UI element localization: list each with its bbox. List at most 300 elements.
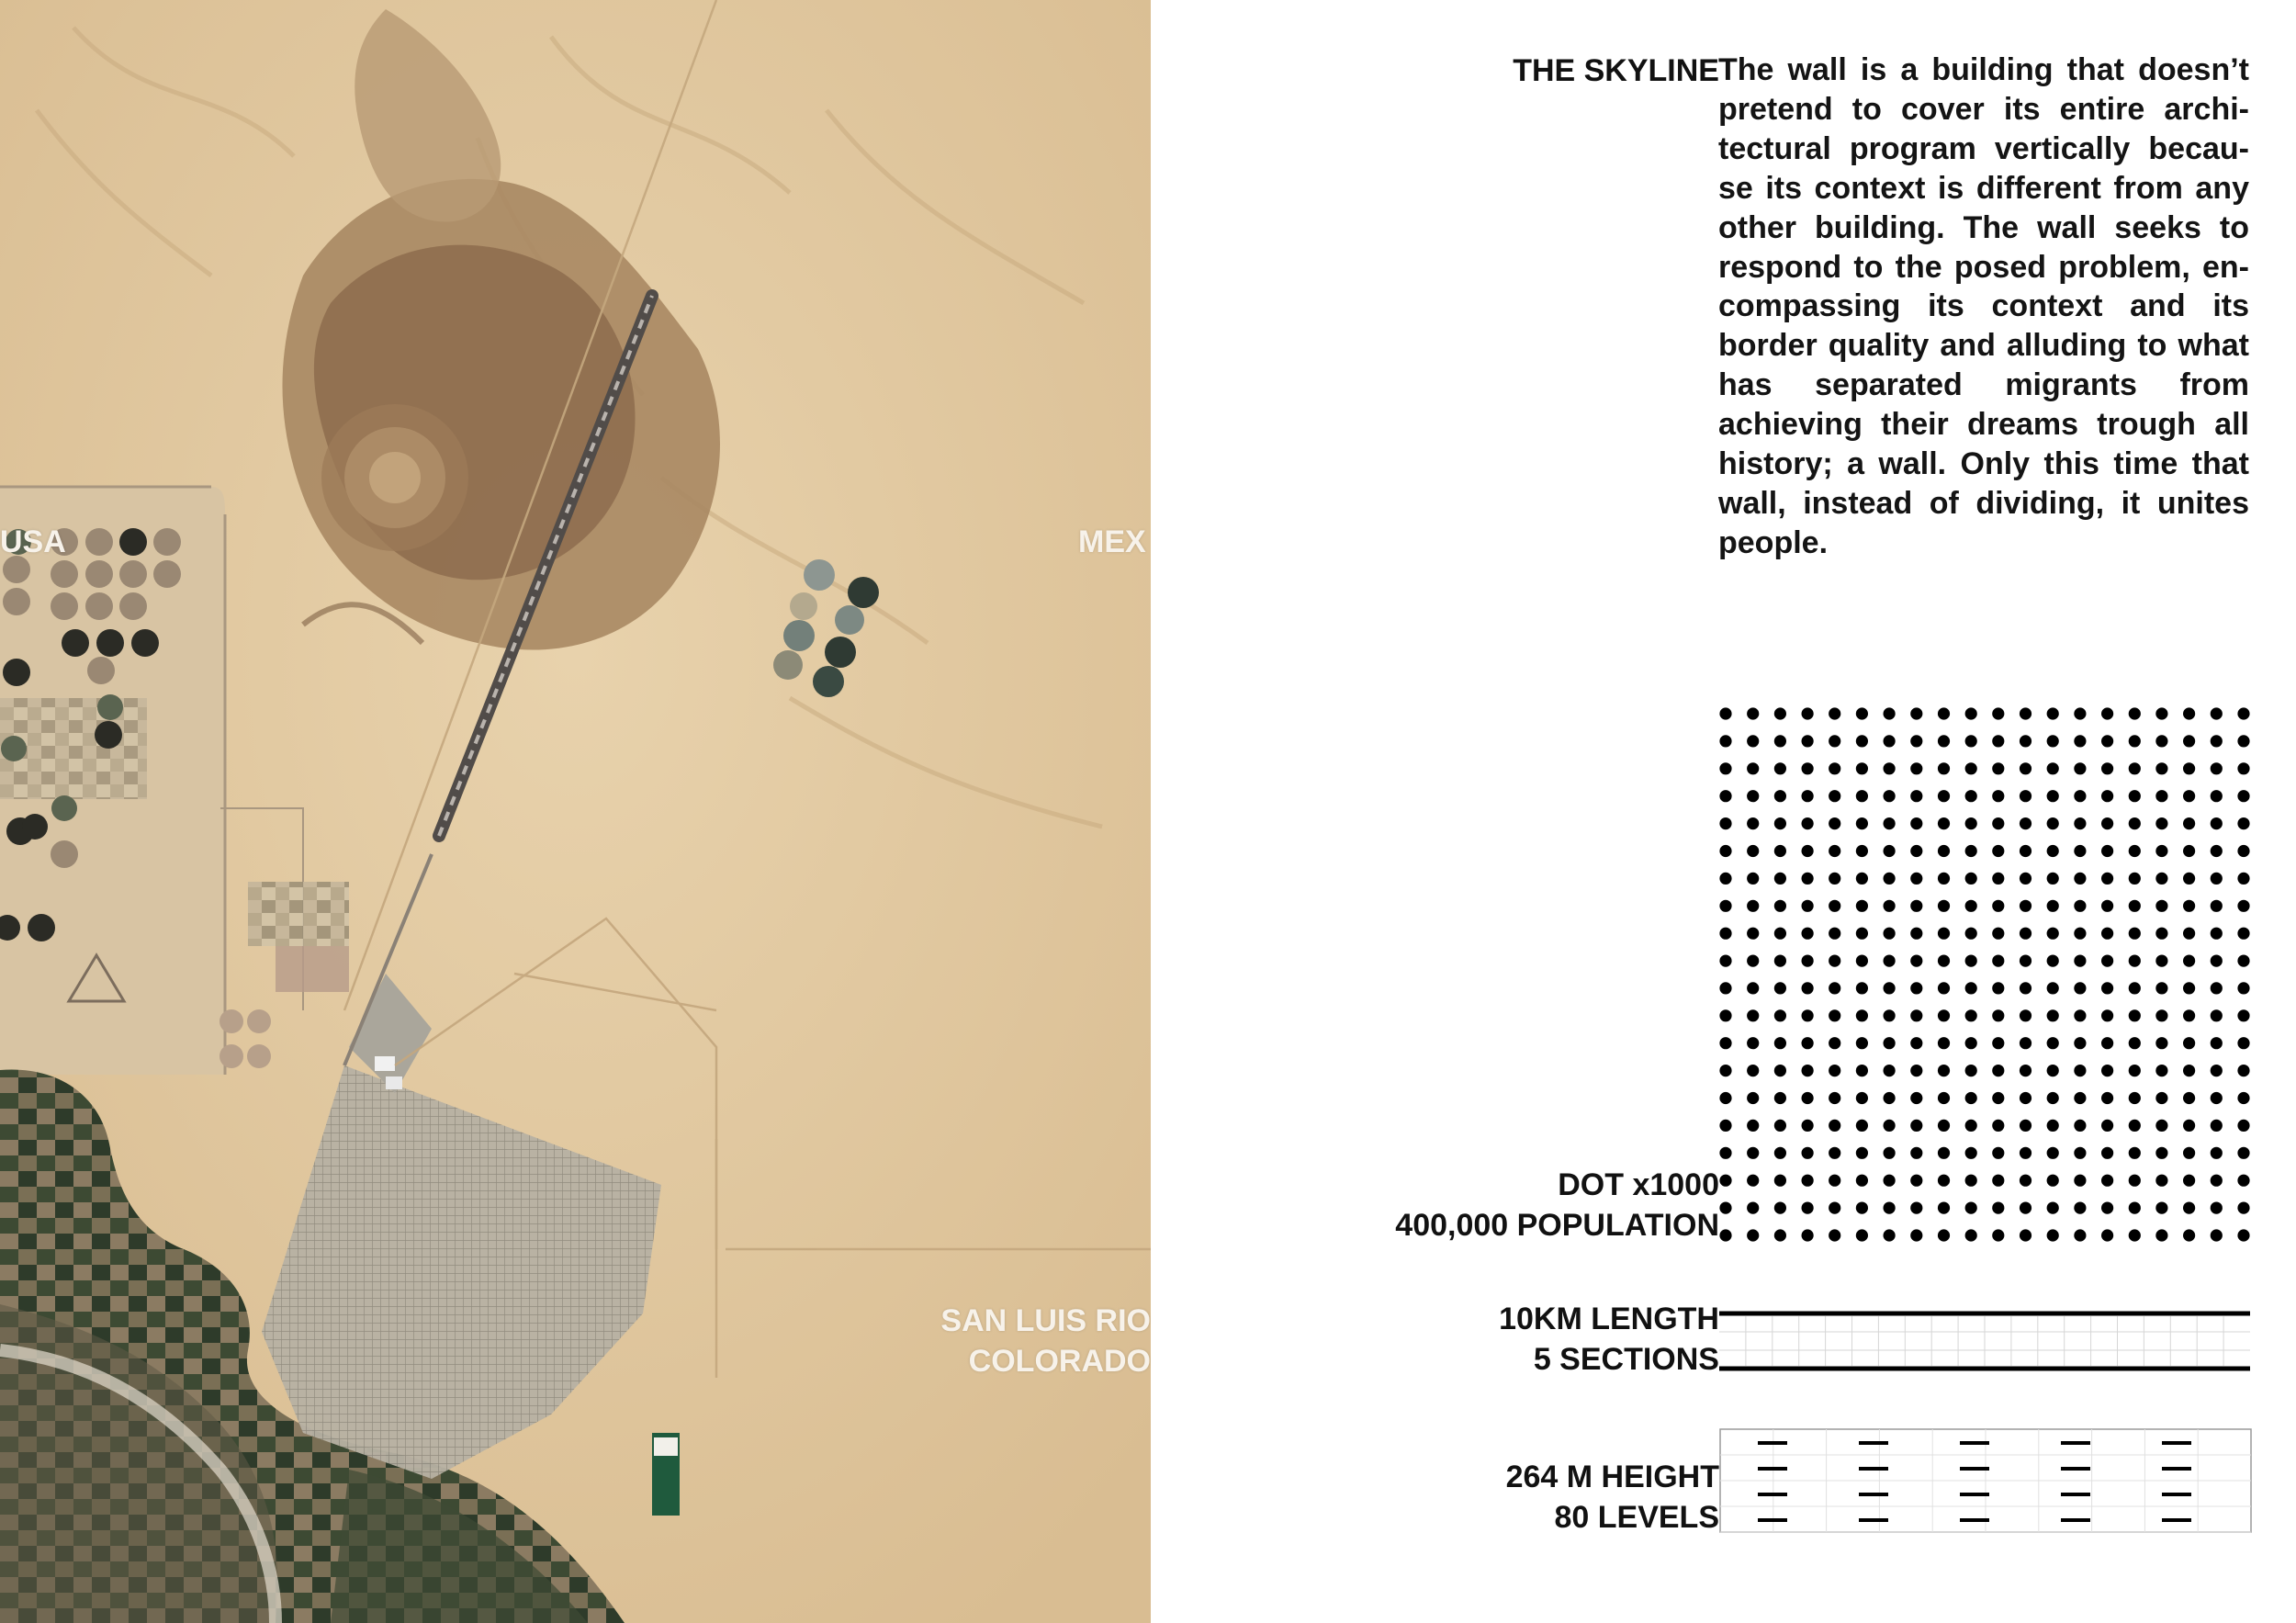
population-dot xyxy=(2129,1037,2141,1049)
city-label-line1: SAN LUIS RIO xyxy=(940,1303,1151,1338)
population-dot xyxy=(1884,873,1896,885)
population-dot xyxy=(2155,1175,2167,1187)
population-dot xyxy=(1774,928,1786,940)
population-dot xyxy=(2074,1065,2086,1076)
population-dot xyxy=(2074,1037,2086,1049)
population-dot xyxy=(1747,1120,1759,1132)
population-dot xyxy=(1992,735,2004,747)
population-dot xyxy=(1747,928,1759,940)
population-dot xyxy=(2183,845,2195,857)
population-dot xyxy=(2074,928,2086,940)
population-dot xyxy=(2155,707,2167,719)
population-dot xyxy=(1965,762,1977,774)
population-dot xyxy=(1856,1229,1868,1241)
population-dot xyxy=(1802,762,1814,774)
population-dot xyxy=(1829,1009,1840,1021)
population-dot xyxy=(2020,928,2032,940)
population-dot xyxy=(2020,1009,2032,1021)
population-dot xyxy=(1856,817,1868,829)
population-dot xyxy=(1938,1037,1950,1049)
population-dot xyxy=(2074,817,2086,829)
population-dot xyxy=(1774,982,1786,994)
population-dot xyxy=(1910,873,1922,885)
population-dot xyxy=(2074,1229,2086,1241)
population-dot-grid xyxy=(1719,707,2252,1249)
population-dot xyxy=(1829,955,1840,967)
population-dot xyxy=(1910,817,1922,829)
population-dot xyxy=(2211,1229,2223,1241)
population-dot xyxy=(1938,1175,1950,1187)
population-dot xyxy=(2047,928,2059,940)
city-label-line2: COLORADO xyxy=(968,1344,1151,1379)
population-dot xyxy=(2074,900,2086,912)
population-dot xyxy=(1829,1120,1840,1132)
population-dot xyxy=(2101,873,2113,885)
population-dot xyxy=(1965,955,1977,967)
population-dot xyxy=(1774,707,1786,719)
population-dot xyxy=(1774,1229,1786,1241)
population-dot xyxy=(1965,845,1977,857)
population-dot xyxy=(1992,707,2004,719)
population-dot xyxy=(2101,955,2113,967)
population-dot xyxy=(1802,1229,1814,1241)
population-dot xyxy=(2020,790,2032,802)
population-dot xyxy=(2020,1229,2032,1241)
length-stat xyxy=(1499,1299,1719,1380)
population-dot xyxy=(1802,790,1814,802)
population-dot xyxy=(2211,817,2223,829)
population-dot xyxy=(1965,928,1977,940)
population-dot xyxy=(2020,817,2032,829)
population-dot xyxy=(2047,1092,2059,1104)
population-dot xyxy=(2155,982,2167,994)
population-dot xyxy=(2129,900,2141,912)
population-dot xyxy=(1719,1175,1731,1187)
population-dot xyxy=(2020,845,2032,857)
population-dot xyxy=(2101,1147,2113,1159)
population-dot xyxy=(2155,845,2167,857)
population-dot xyxy=(2237,1202,2249,1214)
population-dot xyxy=(1774,1120,1786,1132)
population-dot xyxy=(1856,1065,1868,1076)
population-dot xyxy=(1747,955,1759,967)
population-dot xyxy=(2237,1065,2249,1076)
population-dot xyxy=(1856,1009,1868,1021)
population-dot xyxy=(2211,790,2223,802)
population-dot xyxy=(1856,928,1868,940)
population-dot xyxy=(1910,982,1922,994)
population-dot xyxy=(1747,1175,1759,1187)
population-dot xyxy=(2183,1120,2195,1132)
population-dot xyxy=(2074,873,2086,885)
population-dot xyxy=(2211,762,2223,774)
population-dot xyxy=(2047,1175,2059,1187)
population-dot xyxy=(1829,707,1840,719)
population-dot xyxy=(1938,1229,1950,1241)
population-dot xyxy=(1774,1037,1786,1049)
population-dot xyxy=(2155,1092,2167,1104)
population-dot xyxy=(2129,928,2141,940)
population-dot xyxy=(1774,817,1786,829)
population-dot xyxy=(1856,707,1868,719)
population-dot xyxy=(1910,1147,1922,1159)
population-dot xyxy=(2047,790,2059,802)
population-dot xyxy=(1747,1202,1759,1214)
population-dot xyxy=(2129,1175,2141,1187)
population-dot xyxy=(1856,762,1868,774)
population-dot xyxy=(1910,1092,1922,1104)
population-dot xyxy=(1802,1037,1814,1049)
population-dot xyxy=(1747,982,1759,994)
population-dot xyxy=(2101,735,2113,747)
population-dot xyxy=(1910,707,1922,719)
population-dot xyxy=(2047,1120,2059,1132)
population-dot xyxy=(1992,817,2004,829)
population-dot xyxy=(2211,900,2223,912)
population-dot xyxy=(2074,735,2086,747)
population-dot xyxy=(1802,1175,1814,1187)
population-dot xyxy=(2237,873,2249,885)
description-paragraph: The wall is a building that doesn’t pretend to cover its entire archi-tectural program vertically becau-se its context is different from any other building. The wall seeks to respond to the posed problem, en-compassing its context and its border quality and alluding to what has separated migrants from achieving their dreams trough all history; a wall. Only this time that wall, instead of dividing, it unites people. xyxy=(1718,52,2249,560)
population-dot xyxy=(1802,735,1814,747)
population-dot xyxy=(2237,900,2249,912)
population-dot xyxy=(2129,1009,2141,1021)
population-dot xyxy=(1965,790,1977,802)
population-dot xyxy=(1884,1037,1896,1049)
population-dot xyxy=(2237,1037,2249,1049)
population-dot xyxy=(1719,1147,1731,1159)
population-dot xyxy=(2101,1092,2113,1104)
population-dot xyxy=(2129,735,2141,747)
population-dot xyxy=(2020,873,2032,885)
population-dot xyxy=(1884,845,1896,857)
population-dot xyxy=(1802,955,1814,967)
population-dot xyxy=(1938,735,1950,747)
population-dot xyxy=(1774,1175,1786,1187)
population-dot xyxy=(2020,1037,2032,1049)
population-dot xyxy=(1747,735,1759,747)
population-dot xyxy=(2074,707,2086,719)
population-dot xyxy=(2211,1202,2223,1214)
population-dot xyxy=(1802,982,1814,994)
population-dot xyxy=(1719,1092,1731,1104)
dot-scale-label: DOT x1000 xyxy=(1558,1167,1719,1202)
population-dot xyxy=(1719,1229,1731,1241)
population-dot xyxy=(1774,735,1786,747)
population-dot xyxy=(2020,900,2032,912)
population-dot xyxy=(1938,873,1950,885)
population-dot xyxy=(1938,1120,1950,1132)
population-dot xyxy=(2155,1009,2167,1021)
population-dot xyxy=(1802,1147,1814,1159)
population-dot xyxy=(2155,1037,2167,1049)
population-dot xyxy=(1938,900,1950,912)
population-dot xyxy=(1910,735,1922,747)
population-dot xyxy=(1719,790,1731,802)
population-dot xyxy=(2237,735,2249,747)
population-dot xyxy=(1719,845,1731,857)
population-dot xyxy=(2101,1009,2113,1021)
population-dot xyxy=(2211,1009,2223,1021)
population-dot xyxy=(1965,1229,1977,1241)
population-dot xyxy=(2020,1147,2032,1159)
population-dot xyxy=(2183,707,2195,719)
population-dot xyxy=(2155,762,2167,774)
population-dot xyxy=(1802,1202,1814,1214)
population-dot xyxy=(1910,1009,1922,1021)
population-dot xyxy=(1856,1120,1868,1132)
population-dot xyxy=(2129,790,2141,802)
city-label xyxy=(783,1301,1151,1381)
population-dot xyxy=(2020,1065,2032,1076)
population-dot xyxy=(2155,928,2167,940)
population-dot xyxy=(2129,982,2141,994)
population-dot xyxy=(1965,873,1977,885)
population-dot xyxy=(1719,928,1731,940)
population-dot xyxy=(1992,1202,2004,1214)
population-dot xyxy=(2020,762,2032,774)
population-dot xyxy=(1884,1175,1896,1187)
population-dot xyxy=(1829,1175,1840,1187)
population-dot xyxy=(1965,817,1977,829)
population-dot xyxy=(2074,762,2086,774)
population-dot xyxy=(1938,762,1950,774)
population-dot xyxy=(2211,845,2223,857)
population-dot xyxy=(2155,1120,2167,1132)
population-dot xyxy=(1774,1065,1786,1076)
population-dot xyxy=(1965,1175,1977,1187)
length-faint-grid xyxy=(1719,1316,2250,1366)
population-dot xyxy=(1884,790,1896,802)
population-dot xyxy=(1992,982,2004,994)
population-dot xyxy=(1910,900,1922,912)
population-dot xyxy=(2047,1009,2059,1021)
population-dot xyxy=(1774,900,1786,912)
population-dot xyxy=(2155,1065,2167,1076)
population-dot xyxy=(2101,1202,2113,1214)
population-dot xyxy=(2211,707,2223,719)
population-dot xyxy=(2129,1120,2141,1132)
population-dot xyxy=(1884,1065,1896,1076)
population-dot xyxy=(2074,1092,2086,1104)
population-dot xyxy=(1747,1037,1759,1049)
population-dot xyxy=(1992,1175,2004,1187)
population-dot xyxy=(1884,762,1896,774)
population-dot xyxy=(1719,735,1731,747)
population-dot xyxy=(2101,928,2113,940)
population-dot xyxy=(1938,707,1950,719)
population-dot xyxy=(2047,817,2059,829)
population-dot xyxy=(2020,1202,2032,1214)
population-dot xyxy=(1719,1037,1731,1049)
population-dot xyxy=(2129,1202,2141,1214)
population-dot xyxy=(1774,1009,1786,1021)
population-dot xyxy=(1965,1092,1977,1104)
population-dot xyxy=(1774,1202,1786,1214)
population-dot xyxy=(1856,1175,1868,1187)
population-dot xyxy=(2129,1092,2141,1104)
population-dot xyxy=(2183,1092,2195,1104)
height-label: 264 M HEIGHT xyxy=(1505,1460,1719,1494)
population-dot xyxy=(1965,1120,1977,1132)
population-dot xyxy=(1884,1092,1896,1104)
population-dot xyxy=(1747,873,1759,885)
population-dot xyxy=(1884,1009,1896,1021)
population-dot xyxy=(1747,1065,1759,1076)
population-dot xyxy=(1884,1229,1896,1241)
population-dot xyxy=(2074,1175,2086,1187)
population-dot xyxy=(1992,1120,2004,1132)
population-dot xyxy=(2020,982,2032,994)
population-dot xyxy=(2101,1065,2113,1076)
population-dot xyxy=(2101,1037,2113,1049)
population-dot xyxy=(1856,900,1868,912)
sections-label: 5 SECTIONS xyxy=(1533,1342,1719,1377)
population-dot xyxy=(2074,1009,2086,1021)
population-dot xyxy=(1938,1009,1950,1021)
population-dot xyxy=(1938,790,1950,802)
population-dot xyxy=(1965,1037,1977,1049)
population-dot xyxy=(2047,735,2059,747)
population-dot xyxy=(1884,817,1896,829)
population-dot xyxy=(1829,762,1840,774)
population-dot xyxy=(2020,1120,2032,1132)
population-dot xyxy=(1965,1147,1977,1159)
population-dot xyxy=(1938,1147,1950,1159)
population-dot xyxy=(2237,817,2249,829)
population-dot xyxy=(2237,928,2249,940)
population-dot xyxy=(2155,1202,2167,1214)
population-dot xyxy=(2211,735,2223,747)
population-dot xyxy=(1910,762,1922,774)
population-dot xyxy=(1829,900,1840,912)
population-dot xyxy=(1938,1202,1950,1214)
population-dot xyxy=(1938,928,1950,940)
population-dot xyxy=(2183,955,2195,967)
levels-label: 80 LEVELS xyxy=(1554,1500,1719,1535)
population-dot xyxy=(1802,873,1814,885)
population-dot xyxy=(1965,735,1977,747)
population-dot xyxy=(1856,1147,1868,1159)
population-dot xyxy=(1992,955,2004,967)
population-dot xyxy=(2074,1120,2086,1132)
population-dot xyxy=(1719,982,1731,994)
population-dot xyxy=(1965,1202,1977,1214)
population-dot xyxy=(1992,790,2004,802)
population-dot xyxy=(1965,707,1977,719)
population-dot xyxy=(1910,955,1922,967)
population-dot xyxy=(1910,845,1922,857)
population-dot xyxy=(1884,707,1896,719)
population-dot xyxy=(1992,1065,2004,1076)
height-levels-diagram xyxy=(1719,1428,2254,1537)
population-dot xyxy=(1884,955,1896,967)
population-dot xyxy=(2183,928,2195,940)
population-dot xyxy=(2047,845,2059,857)
population-dot xyxy=(2074,1147,2086,1159)
population-dot xyxy=(1965,900,1977,912)
population-dot xyxy=(2183,873,2195,885)
population-dot xyxy=(1719,1202,1731,1214)
population-dot xyxy=(1747,707,1759,719)
population-dot xyxy=(1829,735,1840,747)
population-dot xyxy=(1992,1009,2004,1021)
population-dot xyxy=(1719,762,1731,774)
population-dot xyxy=(1938,955,1950,967)
population-dot xyxy=(2129,707,2141,719)
population-dot xyxy=(2155,955,2167,967)
page-title: THE SKYLINE xyxy=(1513,53,1719,88)
population-dot xyxy=(2047,873,2059,885)
population-dot xyxy=(2101,817,2113,829)
population-dot xyxy=(1719,900,1731,912)
population-dot xyxy=(2155,1229,2167,1241)
population-dot xyxy=(2211,1037,2223,1049)
population-dot xyxy=(1829,1202,1840,1214)
population-dot xyxy=(1884,1120,1896,1132)
population-dot xyxy=(1719,817,1731,829)
population-dot xyxy=(1802,900,1814,912)
population-dot xyxy=(1829,982,1840,994)
population-dot xyxy=(1802,1092,1814,1104)
population-dot xyxy=(1829,817,1840,829)
population-dot xyxy=(2237,790,2249,802)
population-dot xyxy=(2211,1175,2223,1187)
population-dot xyxy=(1829,1092,1840,1104)
population-dot xyxy=(1910,1120,1922,1132)
population-dot xyxy=(1856,873,1868,885)
population-dot xyxy=(2183,762,2195,774)
population-dot xyxy=(2129,762,2141,774)
population-dot xyxy=(2101,900,2113,912)
population-dot xyxy=(1802,1120,1814,1132)
population-dot xyxy=(2047,1147,2059,1159)
population-dot xyxy=(1910,1065,1922,1076)
population-dot xyxy=(2155,873,2167,885)
population-dot xyxy=(1992,873,2004,885)
population-dot xyxy=(1938,1092,1950,1104)
population-dot xyxy=(1829,1037,1840,1049)
population-dot xyxy=(2047,955,2059,967)
population-dot xyxy=(2237,1147,2249,1159)
population-dot xyxy=(2237,1175,2249,1187)
population-dot xyxy=(2211,955,2223,967)
population-dot xyxy=(1774,1092,1786,1104)
length-sections-diagram xyxy=(1719,1309,2252,1382)
usa-label: USA xyxy=(0,524,66,559)
population-dot xyxy=(1884,928,1896,940)
population-dot xyxy=(1829,1229,1840,1241)
population-dot xyxy=(2047,1037,2059,1049)
population-dot xyxy=(1884,900,1896,912)
population-dot xyxy=(2155,1147,2167,1159)
population-dot xyxy=(1856,735,1868,747)
population-dot xyxy=(2211,982,2223,994)
population-dot xyxy=(2211,928,2223,940)
population-dot xyxy=(2183,817,2195,829)
population-dot xyxy=(1829,928,1840,940)
population-dot xyxy=(1719,707,1731,719)
population-dot xyxy=(2129,873,2141,885)
population-dot xyxy=(2020,735,2032,747)
population-dot xyxy=(1829,1065,1840,1076)
population-dot xyxy=(1747,817,1759,829)
population-dot xyxy=(2237,1092,2249,1104)
population-dot xyxy=(2101,845,2113,857)
population-dot xyxy=(2129,1147,2141,1159)
population-dot xyxy=(2101,1120,2113,1132)
population-dot xyxy=(2211,873,2223,885)
